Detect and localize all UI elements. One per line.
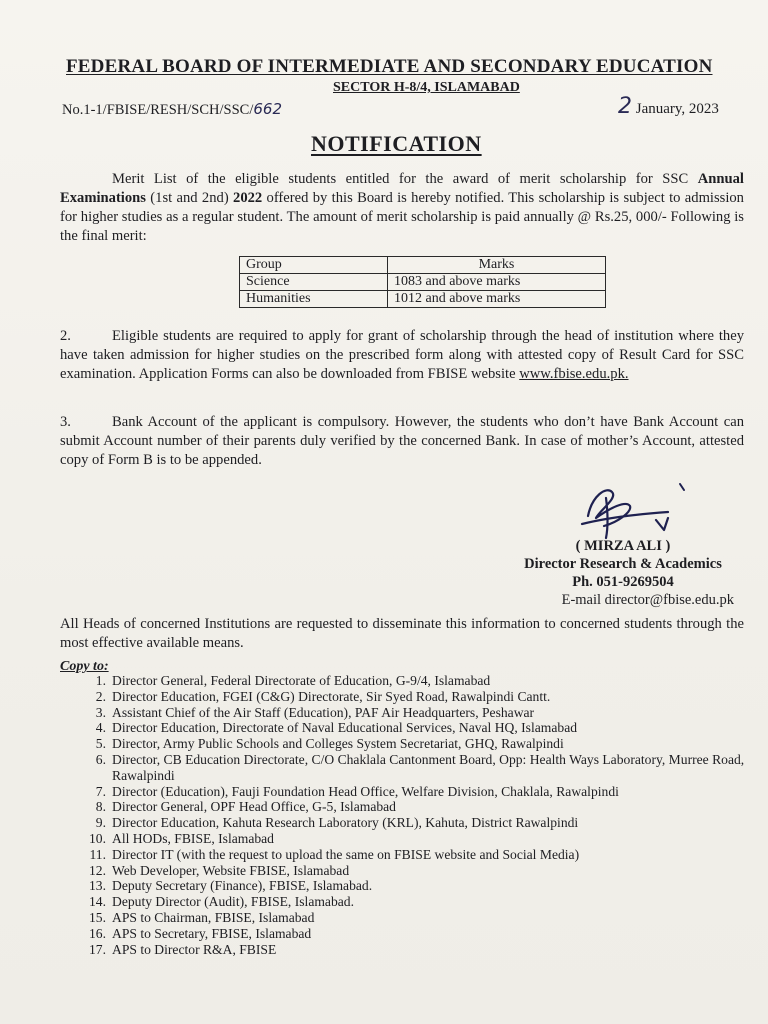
- list-item-text: Assistant Chief of the Air Staff (Education), PAF Air Headquarters, Peshawar: [112, 704, 535, 720]
- signatory-role: Director Research & Academics: [524, 556, 722, 572]
- list-item-number: 6.: [95, 751, 106, 767]
- list-item-text: Director, Army Public Schools and Colleges System Secretariat, GHQ, Rawalpindi: [112, 736, 564, 752]
- reference-number: [62, 100, 282, 119]
- list-item-text: Deputy Director (Audit), FBISE, Islamabad.: [112, 894, 354, 910]
- handwritten-signature: [560, 478, 690, 540]
- list-item-text: APS to Director R&A, FBISE: [112, 941, 277, 957]
- list-item-text: Director General, Federal Directorate of Education, G-9/4, Islamabad: [112, 673, 491, 688]
- table-header-group: Group: [240, 257, 388, 274]
- list-item-number: 10.: [89, 830, 106, 846]
- issue-date: [618, 94, 719, 119]
- list-item: [86, 847, 762, 863]
- list-item: [86, 673, 762, 689]
- list-item-text: Web Developer, Website FBISE, Islamabad: [112, 862, 350, 878]
- list-item: [86, 752, 762, 784]
- list-item-text: All HODs, FBISE, Islamabad: [112, 830, 274, 846]
- list-item-text: Director (Education), Fauji Foundation Head Office, Welfare Division, Chaklala, Rawalpindi: [112, 783, 619, 799]
- list-item-text: Director Education, Directorate of Naval Educational Services, Naval HQ, Islamabad: [112, 720, 578, 736]
- list-item: [86, 926, 762, 942]
- list-item-number: 3.: [95, 704, 106, 720]
- table-row: [240, 291, 606, 308]
- list-item-text: Director General, OPF Head Office, G-5, Islamabad: [112, 799, 396, 815]
- paragraph-application: 2. Eligible students are required to apply for grant of scholarship through the head of institution where they have taken admission for higher studies on the prescribed form along with attested copy of Result Card for SSC examination. Application Forms can also be downloaded from FBISE website www.fbise.edu.pk.: [60, 328, 744, 382]
- board-address: SECTOR H-8/4, ISLAMABAD: [333, 80, 520, 95]
- signatory-block: [508, 537, 738, 609]
- table-header-marks: Marks: [388, 257, 606, 274]
- paragraph-intro: Merit List of the eligible students entitled for the award of merit scholarship for SSC Annual Examinations (1st and 2nd) 2022 offered by this Board is hereby notified. This scholarship is subject to admission for higher studies as a regular student. The amount of merit scholarship is paid annually @ Rs.25, 000/- Following is the final merit:: [60, 171, 744, 244]
- list-item: [86, 736, 762, 752]
- signatory-name: ( MIRZA ALI ): [575, 538, 671, 554]
- list-item-number: 16.: [89, 925, 106, 941]
- list-item-number: 1.: [95, 673, 106, 688]
- signatory-email: E-mail director@fbise.edu.pk: [561, 592, 734, 608]
- list-item: [86, 942, 762, 958]
- list-item: [86, 815, 762, 831]
- paragraph-dissemination: All Heads of concerned Institutions are requested to disseminate this information to concerned students through the most effective available means.: [60, 616, 744, 651]
- reference-prefix: No.1-1/FBISE/RESH/SCH/SSC/: [62, 102, 254, 118]
- list-item-text: Director Education, FGEI (C&G) Directorate, Sir Syed Road, Rawalpindi Cantt.: [112, 688, 551, 704]
- list-item-number: 7.: [95, 783, 106, 799]
- list-item: [86, 894, 762, 910]
- list-item-number: 9.: [95, 815, 106, 831]
- list-item-number: 4.: [95, 720, 106, 736]
- list-item-number: 17.: [89, 941, 106, 957]
- list-item-text: APS to Secretary, FBISE, Islamabad: [112, 925, 312, 941]
- list-item: [86, 705, 762, 721]
- signatory-phone: Ph. 051-9269504: [572, 574, 674, 590]
- table-row: [240, 274, 606, 291]
- list-item-text: Deputy Secretary (Finance), FBISE, Islamabad.: [112, 878, 373, 894]
- list-item-text: Director Education, Kahuta Research Laboratory (KRL), Kahuta, District Rawalpindi: [112, 815, 579, 831]
- list-item: [86, 831, 762, 847]
- list-item-number: 13.: [89, 878, 106, 894]
- list-item: [86, 799, 762, 815]
- table-cell-marks: 1083 and above marks: [388, 274, 606, 291]
- list-item: [86, 910, 762, 926]
- list-item-number: 2.: [95, 688, 106, 704]
- list-item: [86, 720, 762, 736]
- table-header-row: [240, 257, 606, 274]
- list-item: [86, 863, 762, 879]
- list-item-number: 5.: [95, 736, 106, 752]
- date-handwritten-day: 2: [618, 94, 632, 119]
- list-item-text: Director, CB Education Directorate, C/O Chaklala Cantonment Board, Opp: Health Ways Laboratory, Murree Road, Rawalpindi: [112, 751, 745, 783]
- list-item-number: 12.: [89, 862, 106, 878]
- reference-handwritten-number: 662: [253, 100, 283, 118]
- board-title: FEDERAL BOARD OF INTERMEDIATE AND SECONDARY EDUCATION: [66, 56, 713, 77]
- table-cell-marks: 1012 and above marks: [388, 291, 606, 308]
- list-item: [86, 784, 762, 800]
- list-item-text: Director IT (with the request to upload the same on FBISE website and Social Media): [112, 846, 580, 862]
- copy-to-list: [86, 673, 762, 957]
- list-item: [86, 878, 762, 894]
- paragraph-bank-account: 3. Bank Account of the applicant is compulsory. However, the students who don’t have Bank Account can submit Account number of their parents duly verified by the concerned Bank. In case of mother’s Account, attested copy of Form B is to be appended.: [60, 414, 744, 468]
- fbise-website-link[interactable]: www.fbise.edu.pk.: [519, 366, 629, 382]
- list-item-text: APS to Chairman, FBISE, Islamabad: [112, 909, 315, 925]
- notification-heading: NOTIFICATION: [311, 131, 482, 156]
- list-item-number: 15.: [89, 909, 106, 925]
- list-item: [86, 689, 762, 705]
- list-item-number: 14.: [89, 894, 106, 910]
- table-cell-group: Humanities: [240, 291, 388, 308]
- date-month-year: January, 2023: [635, 101, 719, 117]
- copy-to-label: Copy to:: [60, 659, 109, 674]
- list-item-number: 8.: [95, 799, 106, 815]
- list-item-number: 11.: [89, 846, 106, 862]
- table-cell-group: Science: [240, 274, 388, 291]
- merit-marks-table: [239, 256, 606, 308]
